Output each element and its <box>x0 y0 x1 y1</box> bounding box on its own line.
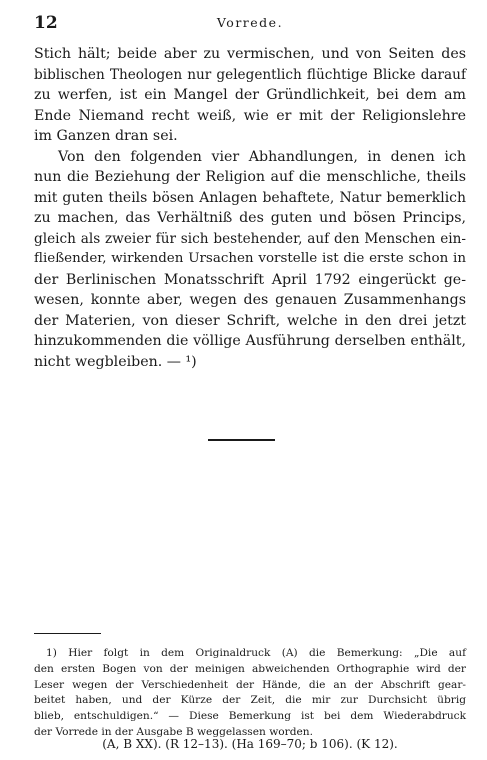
running-title: Vorrede. <box>216 15 284 30</box>
text-line: im Ganzen dran sei. <box>34 128 178 144</box>
text-line: der Materien, von dieser Schrift, welche in den drei jetzt <box>34 312 466 329</box>
footnote-rule <box>34 633 101 634</box>
footnote <box>34 646 466 741</box>
footnote-line: Leser wegen der Verschiedenheit der Hände, die an der Abschrift gear- <box>34 678 466 691</box>
text-line: Ende Niemand recht weiß, wie er mit der Religionslehre <box>34 107 466 124</box>
text-line: gleich als zweier für sich bestehender, auf den Menschen ein- <box>34 230 466 247</box>
footnote-line: 1) Hier folgt in dem Originaldruck (A) die Bemerkung: „Die auf <box>46 647 466 659</box>
footnote-line: blieb, entschuldigen.“ — Diese Bemerkung ist bei dem Wiederabdruck <box>34 710 466 723</box>
footnote-line: beitet haben, und der Kürze der Zeit, die mir zur Durchsicht übrig <box>34 694 466 707</box>
text-line: mit guten theils bösen Anlagen behaftete, Natur bemerklich <box>34 189 466 206</box>
section-divider <box>208 439 275 441</box>
page-header <box>34 13 466 37</box>
footnote-line: den ersten Bogen von der meinigen abweichenden Orthographie wird der <box>34 662 466 675</box>
text-line: hinzukommenden die völlige Ausführung derselben enthält, <box>34 333 466 349</box>
text-line: nun die Beziehung der Religion auf die menschliche, theils <box>34 169 466 185</box>
edition-references: (A, B XX). (R 12–13). (Ha 169–70; b 106). (K 12). <box>102 737 398 751</box>
text-line: der Berlinischen Monatsschrift April 1792 eingerückt ge- <box>34 271 466 288</box>
text-line: wesen, konnte aber, wegen des genauen Zusammenhangs <box>34 292 466 308</box>
text-line: Von den folgenden vier Abhandlungen, in denen ich <box>58 148 466 165</box>
page-number: 12 <box>34 13 58 33</box>
text-line: nicht wegbleiben. — ¹) <box>34 353 197 370</box>
text-line: Stich hält; beide aber zu vermischen, und von Seiten des <box>34 46 466 62</box>
text-line: biblischen Theologen nur gelegentlich flüchtige Blicke darauf <box>34 66 466 83</box>
body-text <box>34 44 466 372</box>
text-line: zu werfen, ist ein Mangel der Gründlichkeit, bei dem am <box>34 87 466 103</box>
footnote-line: der Vorrede in der Ausgabe B weggelassen worden. <box>34 725 313 738</box>
text-line: fließender, wirkenden Ursachen vorstelle ist die erste schon in <box>34 251 466 266</box>
text-line: zu machen, das Verhältniß des guten und bösen Princips, <box>34 210 466 226</box>
